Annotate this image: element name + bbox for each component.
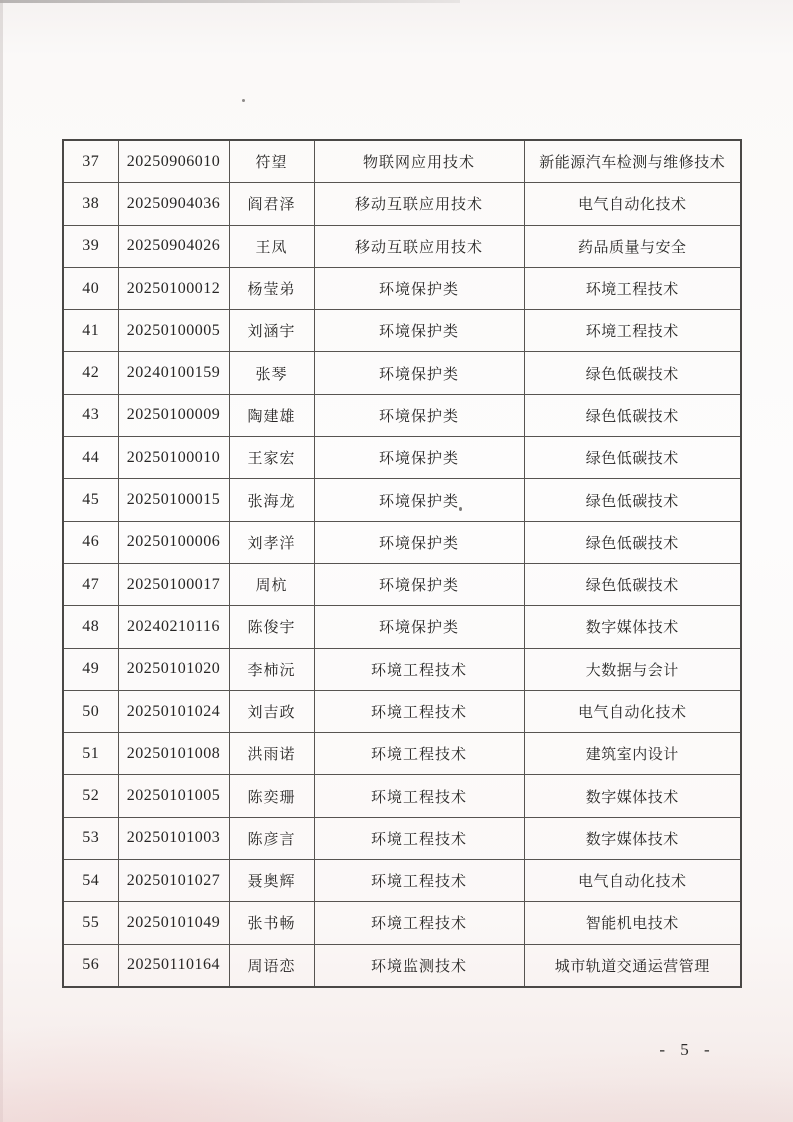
cell-student-name: 刘吉政 [229,690,314,732]
cell-row-number: 53 [63,817,118,859]
cell-current-major: 环境工程技术 [314,860,524,902]
cell-row-number: 41 [63,310,118,352]
cell-target-major: 大数据与会计 [524,648,741,690]
cell-student-name: 刘孝洋 [229,521,314,563]
table-row [63,733,741,775]
cell-row-number: 42 [63,352,118,394]
cell-row-number: 56 [63,944,118,987]
cell-student-id: 20250904026 [118,225,229,267]
cell-student-id: 20250100010 [118,437,229,479]
cell-target-major: 数字媒体技术 [524,817,741,859]
cell-current-major: 环境工程技术 [314,733,524,775]
table-row [63,183,741,225]
cell-student-id: 20250100005 [118,310,229,352]
cell-student-name: 刘涵宇 [229,310,314,352]
cell-target-major: 电气自动化技术 [524,183,741,225]
cell-current-major: 环境工程技术 [314,775,524,817]
cell-student-name: 陈俊宇 [229,606,314,648]
table-row [63,606,741,648]
cell-student-name: 阎君泽 [229,183,314,225]
table-row [63,521,741,563]
cell-target-major: 新能源汽车检测与维修技术 [524,140,741,183]
cell-target-major: 绿色低碳技术 [524,437,741,479]
cell-row-number: 39 [63,225,118,267]
cell-row-number: 51 [63,733,118,775]
cell-row-number: 48 [63,606,118,648]
cell-student-id: 20250100017 [118,563,229,605]
cell-student-id: 20250101005 [118,775,229,817]
cell-current-major: 环境保护类 [314,437,524,479]
cell-student-name: 杨莹弟 [229,267,314,309]
cell-target-major: 智能机电技术 [524,902,741,944]
table-row [63,310,741,352]
cell-row-number: 52 [63,775,118,817]
cell-student-name: 陶建雄 [229,394,314,436]
cell-current-major: 环境工程技术 [314,648,524,690]
cell-student-name: 张琴 [229,352,314,394]
cell-row-number: 47 [63,563,118,605]
cell-student-id: 20250101049 [118,902,229,944]
table-row [63,860,741,902]
cell-current-major: 环境工程技术 [314,817,524,859]
cell-target-major: 建筑室内设计 [524,733,741,775]
cell-student-name: 符望 [229,140,314,183]
cell-student-id: 20240210116 [118,606,229,648]
cell-target-major: 数字媒体技术 [524,606,741,648]
cell-target-major: 环境工程技术 [524,267,741,309]
cell-student-name: 李柿沅 [229,648,314,690]
cell-student-id: 20250101008 [118,733,229,775]
student-transfer-table [62,139,742,988]
cell-student-name: 张海龙 [229,479,314,521]
cell-current-major: 环境保护类 [314,267,524,309]
scan-speck [242,99,245,102]
page-number: - 5 - [659,1040,713,1059]
cell-row-number: 54 [63,860,118,902]
table-row [63,394,741,436]
cell-row-number: 40 [63,267,118,309]
cell-current-major: 环境保护类 [314,394,524,436]
cell-current-major: 环境保护类 [314,479,524,521]
cell-current-major: 环境保护类 [314,606,524,648]
cell-current-major: 环境工程技术 [314,690,524,732]
cell-current-major: 环境保护类 [314,521,524,563]
cell-target-major: 绿色低碳技术 [524,479,741,521]
cell-student-name: 陈彦言 [229,817,314,859]
cell-student-name: 王凤 [229,225,314,267]
cell-student-id: 20250101024 [118,690,229,732]
cell-student-id: 20250100009 [118,394,229,436]
table-row [63,817,741,859]
cell-current-major: 环境保护类 [314,563,524,605]
table-row [63,267,741,309]
cell-student-id: 20250110164 [118,944,229,987]
cell-student-name: 周语恋 [229,944,314,987]
cell-target-major: 数字媒体技术 [524,775,741,817]
cell-student-id: 20250101027 [118,860,229,902]
cell-current-major: 环境工程技术 [314,902,524,944]
cell-student-id: 20250904036 [118,183,229,225]
table-row [63,225,741,267]
cell-student-id: 20250100006 [118,521,229,563]
table-row [63,775,741,817]
table-row [63,140,741,183]
cell-row-number: 38 [63,183,118,225]
table-row [63,352,741,394]
cell-target-major: 环境工程技术 [524,310,741,352]
cell-current-major: 移动互联应用技术 [314,183,524,225]
table-body [63,140,741,987]
cell-target-major: 绿色低碳技术 [524,394,741,436]
cell-student-name: 王家宏 [229,437,314,479]
table-row [63,944,741,987]
cell-current-major: 移动互联应用技术 [314,225,524,267]
cell-row-number: 50 [63,690,118,732]
cell-target-major: 药品质量与安全 [524,225,741,267]
cell-target-major: 绿色低碳技术 [524,563,741,605]
cell-target-major: 绿色低碳技术 [524,352,741,394]
cell-current-major: 环境监测技术 [314,944,524,987]
cell-row-number: 37 [63,140,118,183]
cell-row-number: 45 [63,479,118,521]
cell-student-name: 周杭 [229,563,314,605]
cell-student-id: 20250100015 [118,479,229,521]
table-row [63,563,741,605]
table-row [63,902,741,944]
table-row [63,479,741,521]
table-row [63,690,741,732]
cell-current-major: 环境保护类 [314,310,524,352]
cell-student-id: 20250906010 [118,140,229,183]
cell-student-name: 张书畅 [229,902,314,944]
cell-target-major: 电气自动化技术 [524,690,741,732]
cell-student-name: 聂奥辉 [229,860,314,902]
table-row [63,648,741,690]
cell-target-major: 城市轨道交通运营管理 [524,944,741,987]
cell-row-number: 55 [63,902,118,944]
cell-target-major: 绿色低碳技术 [524,521,741,563]
cell-student-id: 20250101003 [118,817,229,859]
cell-student-id: 20250100012 [118,267,229,309]
cell-target-major: 电气自动化技术 [524,860,741,902]
cell-current-major: 物联网应用技术 [314,140,524,183]
cell-row-number: 46 [63,521,118,563]
cell-student-name: 陈奕珊 [229,775,314,817]
cell-row-number: 43 [63,394,118,436]
cell-row-number: 49 [63,648,118,690]
cell-current-major: 环境保护类 [314,352,524,394]
cell-row-number: 44 [63,437,118,479]
cell-student-id: 20250101020 [118,648,229,690]
cell-student-name: 洪雨诺 [229,733,314,775]
table-row [63,437,741,479]
cell-student-id: 20240100159 [118,352,229,394]
